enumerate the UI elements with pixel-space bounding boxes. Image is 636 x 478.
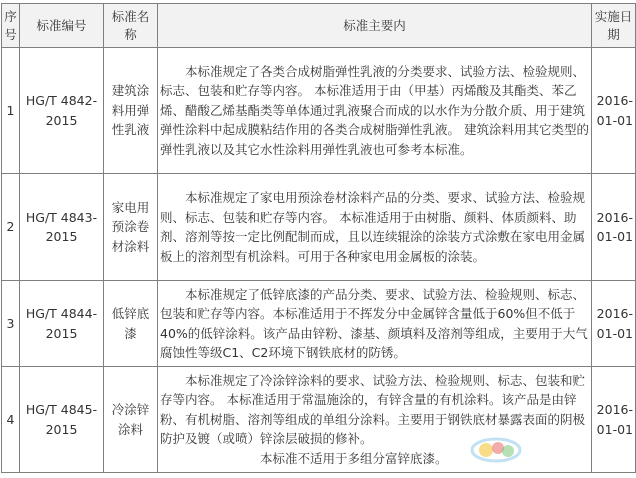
row-date: 2016-01-01: [592, 367, 636, 473]
row-code: HG/T 4845-2015: [20, 367, 104, 473]
row-code: HG/T 4843-2015: [20, 174, 104, 281]
row-desc-text: 本标准规定了冷涂锌涂料的要求、试验方法、检验规则、标志、包装和贮存等内容。 本标准适用于常温施涂的，有锌含量的有机涂料。该产品是由锌粉、有机树脂、溶剂等组成的单组分涂料。主要用于钢铁底材暴露表面的阴极防护及镀（或喷）锌涂层破损的修补。: [160, 372, 586, 447]
table-row: [2, 281, 636, 367]
row-desc-text: 本标准规定了家电用预涂卷材涂料产品的分类、要求、试验方法、检验规则、标志、包装和贮存等内容。 本标准适用于由树脂、颜料、体质颜料、助剂、溶剂等按一定比例配制而成，且以连续辊涂的涂装方式涂敷在家电用金属板上的溶剂型有机涂料。可用于各种家电用金属板的涂装。: [160, 190, 586, 264]
table-row: [2, 367, 636, 473]
row-date: 2016-01-01: [592, 174, 636, 281]
row-desc-text: 本标准不适用于多组分富锌底漆。: [260, 450, 448, 466]
logo-watermark-icon: [468, 430, 528, 466]
row-name: 冷涂锌涂料: [104, 367, 158, 473]
header-num: 序号: [2, 4, 20, 48]
standards-table: [1, 3, 636, 473]
row-code: HG/T 4842-2015: [20, 48, 104, 174]
table-row: [2, 48, 636, 174]
header-date: 实施日期: [592, 4, 636, 48]
row-code: HG/T 4844-2015: [20, 281, 104, 367]
header-name: 标准名称: [104, 4, 158, 48]
row-date: 2016-01-01: [592, 281, 636, 367]
row-desc: [158, 174, 592, 281]
row-desc: [158, 48, 592, 174]
row-num: 1: [2, 48, 20, 174]
row-name: 低锌底漆: [104, 281, 158, 367]
table-row: [2, 174, 636, 281]
row-date: 2016-01-01: [592, 48, 636, 174]
row-name: 建筑涂料用弹性乳液: [104, 48, 158, 174]
row-num: 3: [2, 281, 20, 367]
header-desc: 标准主要内: [158, 4, 592, 48]
row-desc-text: 本标准规定了低锌底漆的产品分类、要求、试验方法、检验规则、标志、包装和贮存等内容。本标准适用于不挥发分中金属锌含量低于60%但不低于40%的低锌涂料。该产品由锌粉、漆基、颜填料及溶剂等组成，主要用于大气腐蚀性等级C1、C2环境下钢铁底材的防锈。: [160, 286, 588, 360]
header-code: 标准编号: [20, 4, 104, 48]
row-num: 2: [2, 174, 20, 281]
row-name: 家电用预涂卷材涂料: [104, 174, 158, 281]
row-desc: [158, 281, 592, 367]
table-header-row: [2, 4, 636, 48]
row-desc-text: 本标准规定了各类合成树脂弹性乳液的分类要求、试验方法、检验规则、标志、包装和贮存等内容。 本标准适用于由（甲基）丙烯酸及其酯类、苯乙烯、醋酸乙烯基酯类等单体通过乳液聚合而成的以水作为分散介质、用于建筑弹性涂料中起成膜粘结作用的各类合成树脂弹性乳液。 建筑涂料用其它类型的弹性乳液以及其它水性涂料用弹性乳液也可参考本标准。: [160, 63, 589, 157]
row-num: 4: [2, 367, 20, 473]
